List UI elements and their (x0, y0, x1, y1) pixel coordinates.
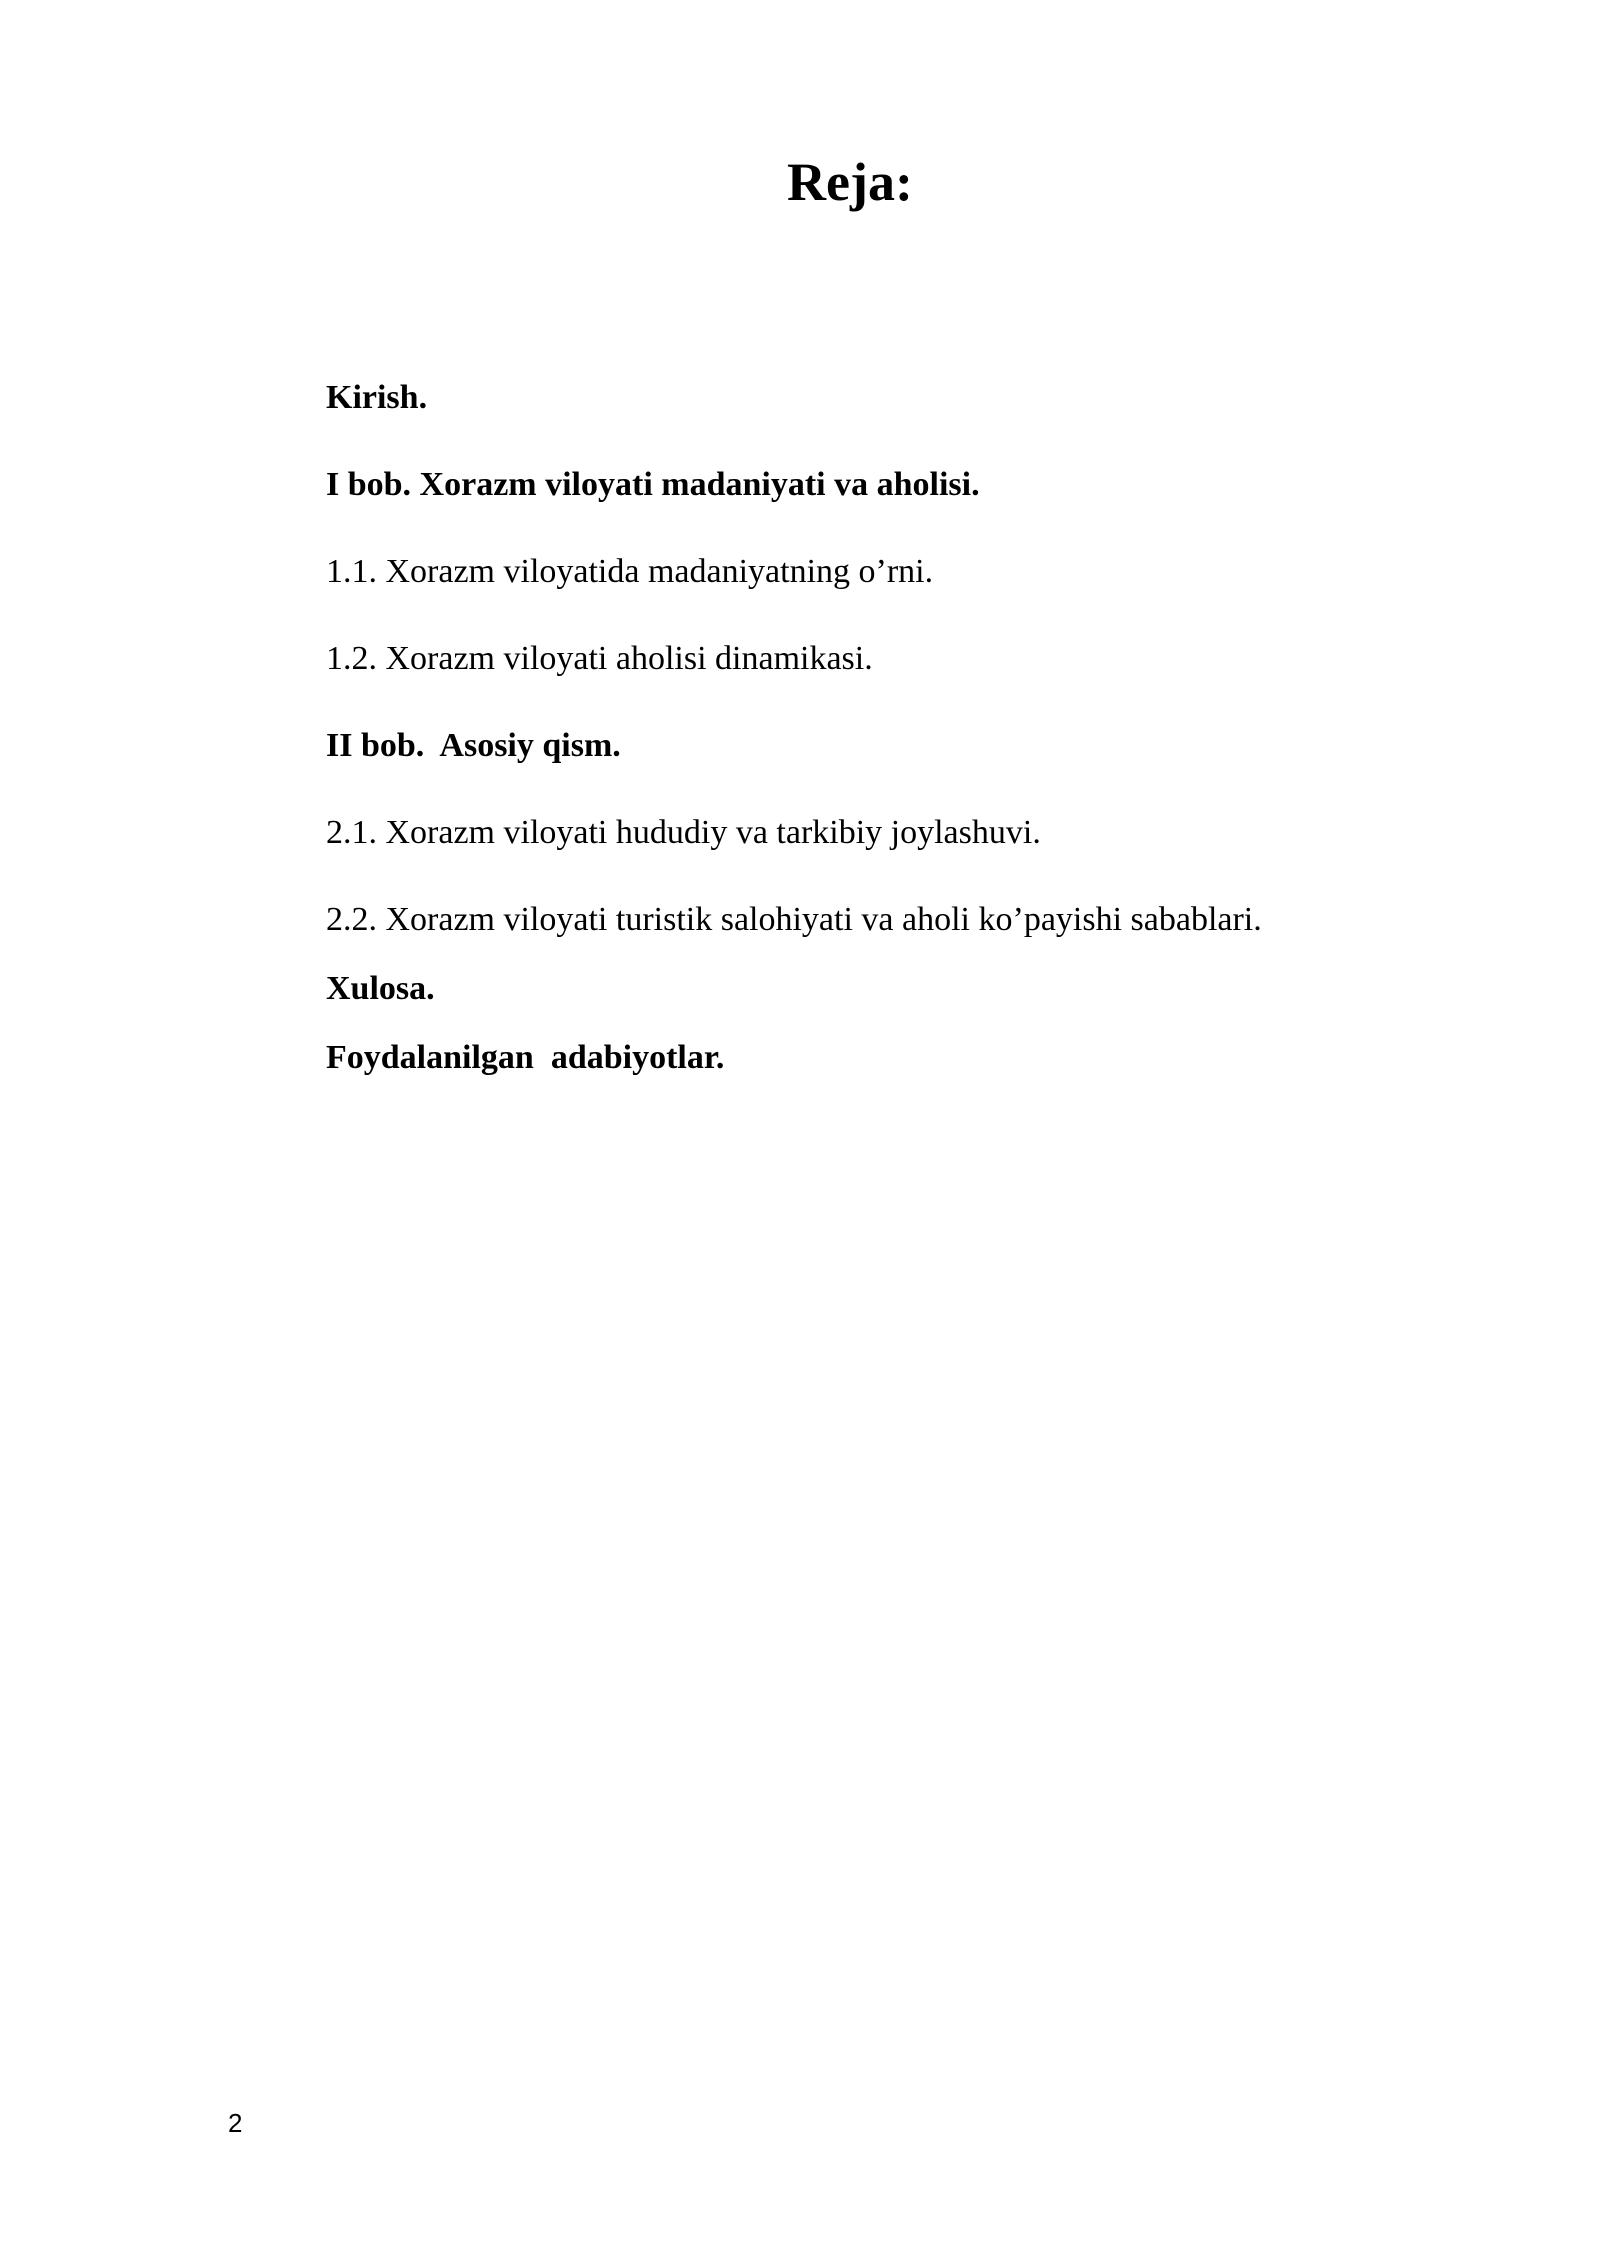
page-number: 2 (228, 2108, 243, 2138)
toc-item-introduction: Kirish. (326, 379, 428, 416)
toc-item-section-2-1: 2.1. Xorazm viloyati hududiy va tarkibiy joylashuvi. (326, 814, 1041, 851)
toc-item-chapter-2: II bob. Asosiy qism. (326, 727, 621, 764)
toc-item-chapter-1: I bob. Xorazm viloyati madaniyati va aholisi. (326, 466, 980, 503)
page-title: Reja: (787, 152, 913, 212)
toc-item-references: Foydalanilgan adabiyotlar. (326, 1039, 725, 1076)
toc-item-conclusion: Xulosa. (326, 970, 435, 1007)
toc-item-section-1-1: 1.1. Xorazm viloyatida madaniyatning o’rni. (326, 553, 934, 590)
toc-item-section-1-2: 1.2. Xorazm viloyati aholisi dinamikasi. (326, 640, 873, 677)
toc-item-section-2-2: 2.2. Xorazm viloyati turistik salohiyati va aholi ko’payishi sabablari. (326, 901, 1262, 938)
